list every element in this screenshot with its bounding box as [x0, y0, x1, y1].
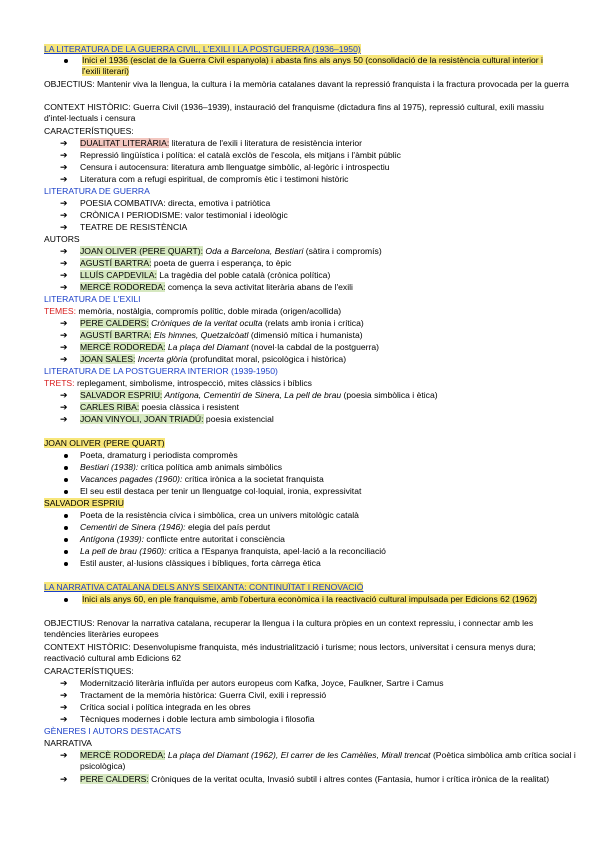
arrow-icon: ➔ [60, 402, 68, 412]
authors-label: AUTORS [44, 234, 80, 244]
subsection-title: LITERATURA DE GUERRA [44, 186, 150, 196]
subsection-title: LITERATURA DE LA POSTGUERRA INTERIOR (1939-1950) [44, 366, 278, 376]
list-item: SALVADOR ESPRIU: Antígona, Cementiri de Sinera, La pell de brau (poesia simbòlica i ètica) [80, 390, 438, 400]
arrow-icon: ➔ [60, 774, 68, 784]
arrow-icon: ➔ [60, 390, 68, 400]
narrative-label: NARRATIVA [44, 738, 92, 748]
list-item: MERCÈ RODOREDA: La plaça del Diamant (novel·la cabdal de la postguerra) [80, 342, 380, 352]
intro-bullet: Inici el 1936 (esclat de la Guerra Civil espanyola) i abasta fins als anys 50 (consolidació de la resistència cultural interior i l'exili literari) [82, 55, 543, 76]
historical-context: CONTEXT HISTÒRIC: Desenvolupisme franquista, més industrialització i turisme; nous lectors, universitat i censura menys dura; reactivació cultural amb Edicions 62 [44, 642, 536, 663]
arrow-icon: ➔ [60, 246, 68, 256]
list-item: TEATRE DE RESISTÈNCIA [80, 222, 188, 232]
list-item: Literatura com a refugi espiritual, de compromís ètic i testimoni històric [80, 174, 349, 184]
list-item: Modernització literària influïda per autors europeus com Kafka, Joyce, Faulkner, Sartre i Camus [80, 678, 444, 688]
arrow-icon: ➔ [60, 678, 68, 688]
bullet-icon [64, 526, 68, 530]
list-item: CRÒNICA I PERIODISME: valor testimonial i ideològic [80, 210, 288, 220]
list-item: PERE CALDERS: Cròniques de la veritat oculta, Invasió subtil i altres contes (Fantasia, humor i crítica irònica de la realitat) [80, 774, 550, 784]
list-item: Antígona (1939): conflicte entre autoritat i consciència [80, 534, 285, 544]
bullet-icon [64, 478, 68, 482]
arrow-icon: ➔ [60, 414, 68, 424]
arrow-icon: ➔ [60, 318, 68, 328]
list-item: Estil auster, al·lusions clàssiques i bíbliques, forta càrrega ètica [80, 558, 321, 568]
arrow-icon: ➔ [60, 150, 68, 160]
list-item: CARLES RIBA: poesia clàssica i resistent [80, 402, 240, 412]
arrow-icon: ➔ [60, 198, 68, 208]
list-item: JOAN VINYOLI, JOAN TRIADÚ: poesia existencial [80, 414, 274, 424]
list-item: Repressió lingüística i política: el català exclòs de l'escola, els mitjans i l'àmbit públic [80, 150, 401, 160]
arrow-icon: ➔ [60, 282, 68, 292]
historical-context: CONTEXT HISTÒRIC: Guerra Civil (1936–1939), instauració del franquisme (dictadura fins al 1975), repressió cultural, exili massiu d'intel·lectuals i censura [44, 102, 544, 123]
list-item: Crítica social i política integrada en les obres [80, 702, 251, 712]
arrow-icon: ➔ [60, 714, 68, 724]
list-item: DUALITAT LITERÀRIA: literatura de l'exili i literatura de resistència interior [80, 138, 363, 148]
arrow-icon: ➔ [60, 270, 68, 280]
arrow-icon: ➔ [60, 342, 68, 352]
list-item: Vacances pagades (1960): crítica irònica a la societat franquista [80, 474, 324, 484]
list-item: Bestiari (1938): crítica política amb animals simbòlics [80, 462, 283, 472]
list-item: MERCÈ RODOREDA: comença la seva activitat literària abans de l'exili [80, 282, 353, 292]
bullet-icon [64, 550, 68, 554]
list-item: PERE CALDERS: Cròniques de la veritat oculta (relats amb ironia i crítica) [80, 318, 364, 328]
list-item: Tractament de la memòria històrica: Guerra Civil, exili i repressió [80, 690, 327, 700]
bullet-icon [64, 562, 68, 566]
bullet-icon [64, 466, 68, 470]
objectives: OBJECTIUS: Renovar la narrativa catalana, recuperar la llengua i la cultura pròpies en un context repressiu, i connectar amb les tendències literàries europees [44, 618, 534, 639]
arrow-icon: ➔ [60, 138, 68, 148]
list-item: JOAN OLIVER (PERE QUART): Oda a Barcelona, Bestiari (sàtira i compromís) [80, 246, 382, 256]
arrow-icon: ➔ [60, 354, 68, 364]
subsection-title: LITERATURA DE L'EXILI [44, 294, 141, 304]
list-item: MERCÈ RODOREDA: La plaça del Diamant (1962), El carrer de les Camèlies, Mirall trencat (Poètica simbòlica amb crítica social i psicològica) [80, 750, 576, 771]
bullet-icon [64, 59, 68, 63]
bullet-icon [64, 514, 68, 518]
arrow-icon: ➔ [60, 258, 68, 268]
arrow-icon: ➔ [60, 174, 68, 184]
section-title-text: LA LITERATURA DE LA GUERRA CIVIL, L'EXILI I LA POSTGUERRA (1936–1950) [44, 44, 361, 54]
section-title [44, 582, 363, 593]
arrow-icon: ➔ [60, 222, 68, 232]
section-title-text: LA NARRATIVA CATALANA DELS ANYS SEIXANTA: CONTINUÏTAT I RENOVACIÓ [44, 582, 364, 592]
list-item: AGUSTÍ BARTRA: poeta de guerra i esperança, to èpic [80, 258, 292, 268]
arrow-icon: ➔ [60, 162, 68, 172]
arrow-icon: ➔ [60, 702, 68, 712]
themes-line: TEMES: memòria, nostàlgia, compromís polític, doble mirada (origen/acollida) [44, 306, 342, 316]
list-item: El seu estil destaca per tenir un llenguatge col·loquial, ironia, expressivitat [80, 486, 362, 496]
list-item: Cementiri de Sinera (1946): elegia del país perdut [80, 522, 271, 532]
arrow-icon: ➔ [60, 750, 68, 760]
list-item: LLUÍS CAPDEVILA: La tragèdia del poble català (crònica política) [80, 270, 331, 280]
characteristics-label: CARACTERÍSTIQUES: [44, 126, 134, 136]
list-item: Censura i autocensura: literatura amb llenguatge simbòlic, al·legòric i introspectiu [80, 162, 390, 172]
arrow-icon: ➔ [60, 210, 68, 220]
arrow-icon: ➔ [60, 330, 68, 340]
subsection-title: GÈNERES I AUTORS DESTACATS [44, 726, 182, 736]
characteristics-label: CARACTERÍSTIQUES: [44, 666, 134, 676]
bullet-icon [64, 490, 68, 494]
list-item: Tècniques modernes i doble lectura amb simbologia i filosofia [80, 714, 315, 724]
traits-line: TRETS: replegament, simbolisme, introspecció, mites clàssics i bíblics [44, 378, 312, 388]
objectives: OBJECTIUS: Mantenir viva la llengua, la cultura i la memòria catalanes davant la repressió franquista i la fractura provocada per la guerra [44, 79, 569, 89]
list-item: Poeta, dramaturg i periodista compromès [80, 450, 238, 460]
list-item: Poeta de la resistència cívica i simbòlica, crea un univers mitològic català [80, 510, 359, 520]
list-item: JOAN SALES: Incerta glòria (profunditat moral, psicològica i històrica) [80, 354, 347, 364]
author-title: SALVADOR ESPRIU [44, 498, 124, 508]
bullet-icon [64, 598, 68, 602]
section-title [44, 44, 361, 55]
bullet-icon [64, 454, 68, 458]
arrow-icon: ➔ [60, 690, 68, 700]
author-title: JOAN OLIVER (PERE QUART) [44, 438, 165, 448]
list-item: AGUSTÍ BARTRA: Els himnes, Quetzalcòatl (dimensió mítica i humanista) [80, 330, 363, 340]
bullet-icon [64, 538, 68, 542]
list-item: POESIA COMBATIVA: directa, emotiva i patriòtica [80, 198, 271, 208]
list-item: La pell de brau (1960): crítica a l'Espanya franquista, apel·lació a la reconciliació [80, 546, 386, 556]
intro-bullet: Inici als anys 60, en ple franquisme, amb l'obertura econòmica i la reactivació cultural impulsada per Edicions 62 (1962) [82, 594, 537, 604]
